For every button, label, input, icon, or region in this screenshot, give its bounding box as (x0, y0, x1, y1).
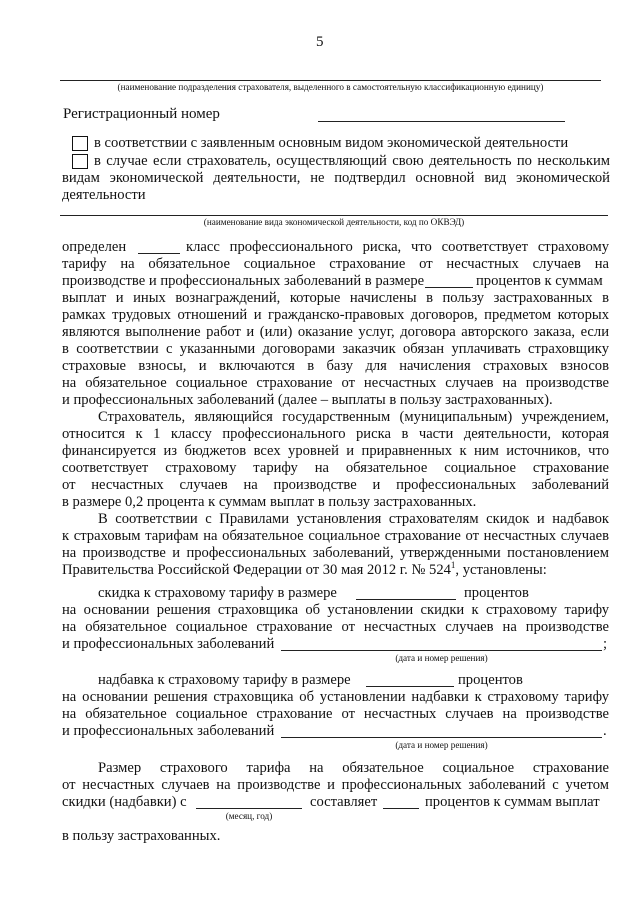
final-line3-a: скидки (надбавки) с (62, 794, 187, 810)
tariff-percent-blank[interactable] (425, 287, 473, 288)
footnote-mark: 1 (450, 560, 456, 571)
okved-line[interactable] (60, 215, 608, 216)
main-activity-text: в соответствии с заявленным основным видом экономической деятельности (94, 135, 569, 151)
final-line2: от несчастных случаев на производстве и профессиональных заболеваний с учетом (62, 777, 609, 793)
unconfirmed-activity-text-line1: в случае если страхователь, осуществляющий свою деятельность по нескольким (94, 153, 610, 169)
p3-line1: В соответствии с Правилами установления страхователям скидок и надбавок (98, 511, 609, 527)
surcharge-decision-caption: (дата и номер решения) (395, 740, 488, 750)
p3-line4-b: , установлены: (455, 562, 547, 578)
p3-line4-a: Правительства Российской Федерации от 30 мая 2012 г. № 524 (62, 562, 451, 578)
p1-line5: рамках трудовых отношений и гражданско-правовых договоров, предметом которых (62, 307, 609, 323)
p1-line4: выплат и иных вознаграждений, которые начислены в пользу застрахованных в (62, 290, 609, 306)
p2-line5: от несчастных случаев на производстве и профессиональных заболеваний (62, 477, 609, 493)
final-line4: в пользу застрахованных. (62, 828, 221, 844)
p1-line2: тарифу на обязательное социальное страхование от несчастных случаев на (62, 256, 609, 272)
final-line3-b: составляет (310, 794, 378, 810)
page-number: 5 (316, 34, 324, 50)
surcharge-line1-b: процентов (458, 672, 523, 688)
surcharge-percent-blank[interactable] (366, 686, 454, 687)
p1-line1-a: определен (62, 239, 127, 255)
unconfirmed-activity-text-line3: деятельности (62, 187, 146, 203)
unconfirmed-activity-text-line2: видам экономической деятельности, не подтвердил основной вид экономической (62, 170, 610, 186)
surcharge-line1-a: надбавка к страховому тарифу в размере (98, 672, 351, 688)
unit-name-caption: (наименование подразделения страхователя, выделенного в самостоятельную классификационную единицу) (117, 82, 544, 92)
p2-line4: соответствует страховому тарифу на обязательное социальное страхование (62, 460, 609, 476)
surcharge-line3: на обязательное социальное страхование от несчастных случаев на производстве (62, 706, 609, 722)
p1-line1-b: класс профессионального риска, что соответствует страховому (186, 239, 609, 255)
p2-line1: Страхователь, являющийся государственным (муниципальным) учреждением, (98, 409, 609, 425)
main-activity-checkbox[interactable] (72, 136, 88, 151)
p1-line8: страховые взносы, и включаются в базу для начисления страховых взносов (62, 358, 609, 374)
registration-number-line[interactable] (318, 121, 565, 122)
p1-line3-a: производстве и профессиональных заболеваний в размере (62, 273, 425, 289)
p3-line4 (62, 562, 547, 579)
p3-line3: на производстве и профессиональных заболеваний, утвержденными постановлением (62, 545, 609, 561)
discount-line1-a: скидка к страховому тарифу в размере (98, 585, 337, 601)
surcharge-line4: и профессиональных заболеваний (62, 723, 275, 739)
final-line1: Размер страхового тарифа на обязательное социальное страхование (98, 760, 609, 776)
discount-line2: на основании решения страховщика об установлении скидки к страховому тарифу (62, 602, 609, 618)
p1-line7: в соответствии с указанными договорами заказчик обязан уплачивать страховщику (62, 341, 609, 357)
discount-percent-blank[interactable] (356, 599, 456, 600)
surcharge-end-mark: . (603, 723, 607, 739)
discount-end-mark: ; (603, 636, 608, 652)
unit-name-line (60, 80, 601, 81)
discount-decision-blank[interactable] (281, 650, 602, 651)
discount-line3: на обязательное социальное страхование от несчастных случаев на производстве (62, 619, 609, 635)
final-percent-blank[interactable] (383, 808, 419, 809)
discount-line1-b: процентов (464, 585, 529, 601)
surcharge-decision-blank[interactable] (281, 737, 602, 738)
final-line3-c: процентов к суммам выплат (425, 794, 600, 810)
risk-class-blank[interactable] (138, 253, 180, 254)
month-year-blank[interactable] (196, 808, 302, 809)
registration-label: Регистрационный номер (63, 106, 220, 122)
discount-line4: и профессиональных заболеваний (62, 636, 275, 652)
p1-line10: и профессиональных заболеваний (далее – выплаты в пользу застрахованных). (62, 392, 553, 408)
discount-decision-caption: (дата и номер решения) (395, 653, 488, 663)
surcharge-line2: на основании решения страховщика об установлении надбавки к страховому тарифу (62, 689, 609, 705)
month-year-caption: (месяц, год) (225, 811, 273, 821)
p1-line3-b: процентов к суммам (476, 273, 603, 289)
p3-line2: к страховым тарифам на обязательное социальное страхование от несчастных случаев (62, 528, 609, 544)
p1-line6: являются выполнение работ и (или) оказание услуг, договора авторского заказа, если (62, 324, 609, 340)
p2-line3: финансируется из бюджетов всех уровней и приравненных к ним источников, что (62, 443, 609, 459)
p1-line9: на обязательное социальное страхование от несчастных случаев на производстве (62, 375, 609, 391)
okved-caption: (наименование вида экономической деятельности, код по ОКВЭД) (203, 217, 465, 227)
unconfirmed-activity-checkbox[interactable] (72, 154, 88, 169)
p2-line6: в размере 0,2 процента к суммам выплат в пользу застрахованных. (62, 494, 477, 510)
p2-line2: относится к 1 классу профессионального риска в части деятельности, которая (62, 426, 609, 442)
